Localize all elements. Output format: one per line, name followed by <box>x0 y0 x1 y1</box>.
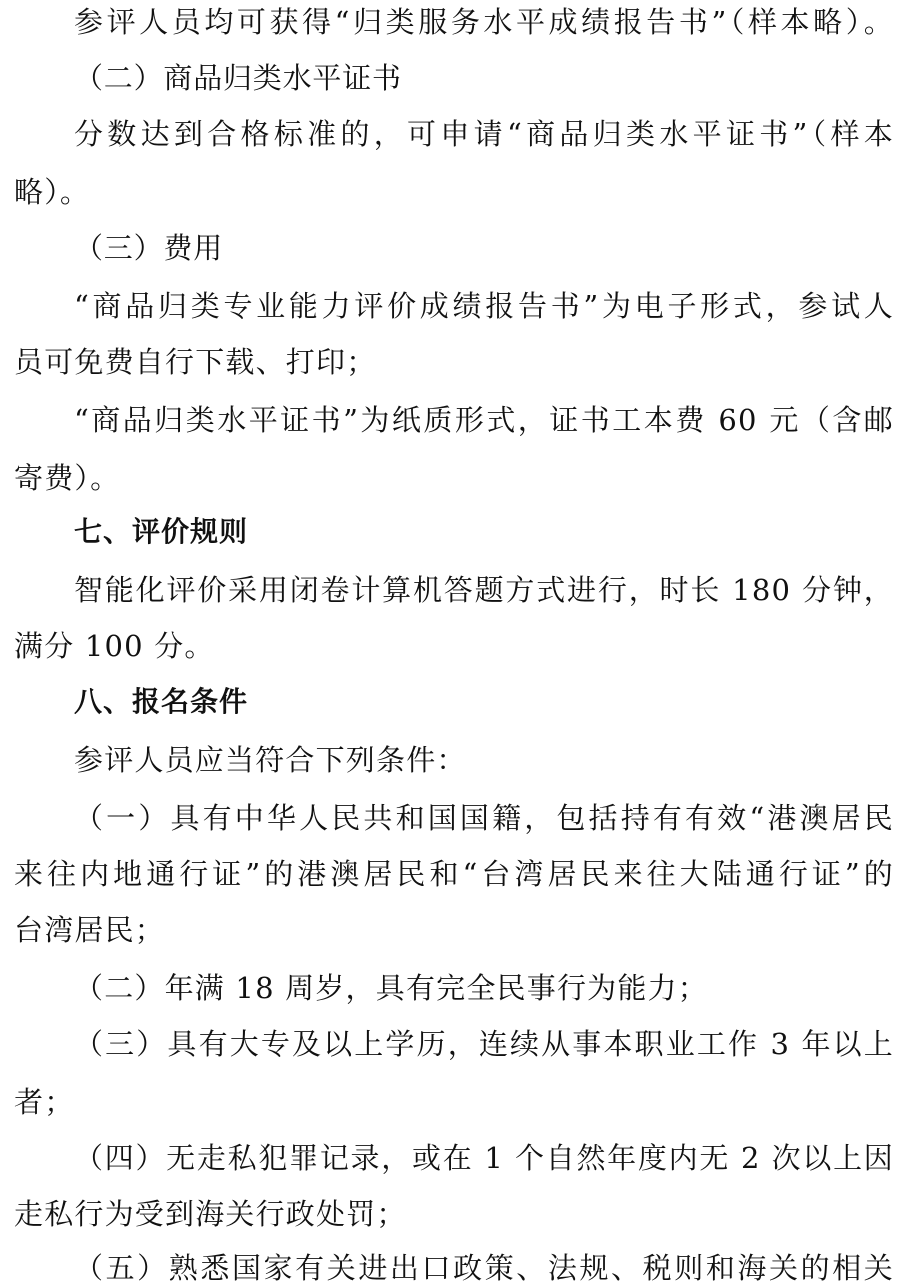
section-subheading: （三）费用 <box>74 231 224 265</box>
paragraph-line: 分数达到合格标准的，可申请“商品归类水平证书”（样本 <box>74 117 894 151</box>
paragraph-line: 智能化评价采用闭卷计算机答题方式进行，时长 180 分钟， <box>74 573 894 607</box>
paragraph-line: 满分 100 分。 <box>14 629 215 663</box>
paragraph-line: “商品归类专业能力评价成绩报告书”为电子形式，参试人 <box>74 289 894 323</box>
paragraph-line: 参评人员应当符合下列条件： <box>74 743 467 777</box>
paragraph-line: （五）熟悉国家有关进出口政策、法规、税则和海关的相关 <box>74 1251 894 1285</box>
section-subheading: （二）商品归类水平证书 <box>74 61 402 95</box>
paragraph-line: 略）。 <box>14 175 91 209</box>
paragraph-line: （二）年满 18 周岁，具有完全民事行为能力； <box>74 971 708 1005</box>
section-heading: 七、评价规则 <box>74 515 249 548</box>
section-heading: 八、报名条件 <box>74 685 249 718</box>
paragraph-line: 寄费）。 <box>14 461 121 495</box>
paragraph-line: （三）具有大专及以上学历，连续从事本职业工作 3 年以上 <box>74 1027 894 1061</box>
paragraph-line: （一）具有中华人民共和国国籍，包括持有有效“港澳居民 <box>74 801 894 835</box>
paragraph-line: 者； <box>14 1085 75 1119</box>
paragraph-line: “商品归类水平证书”为纸质形式，证书工本费 60 元（含邮 <box>74 403 894 437</box>
paragraph-line: （四）无走私犯罪记录，或在 1 个自然年度内无 2 次以上因 <box>74 1141 894 1175</box>
paragraph-line: 参评人员均可获得“归类服务水平成绩报告书”（样本略）。 <box>74 5 894 39</box>
paragraph-line: 员可免费自行下载、打印； <box>14 345 377 379</box>
paragraph-line: 来往内地通行证”的港澳居民和“台湾居民来往大陆通行证”的 <box>14 857 894 891</box>
paragraph-line: 走私行为受到海关行政处罚； <box>14 1197 407 1231</box>
paragraph-line: 台湾居民； <box>14 913 166 947</box>
